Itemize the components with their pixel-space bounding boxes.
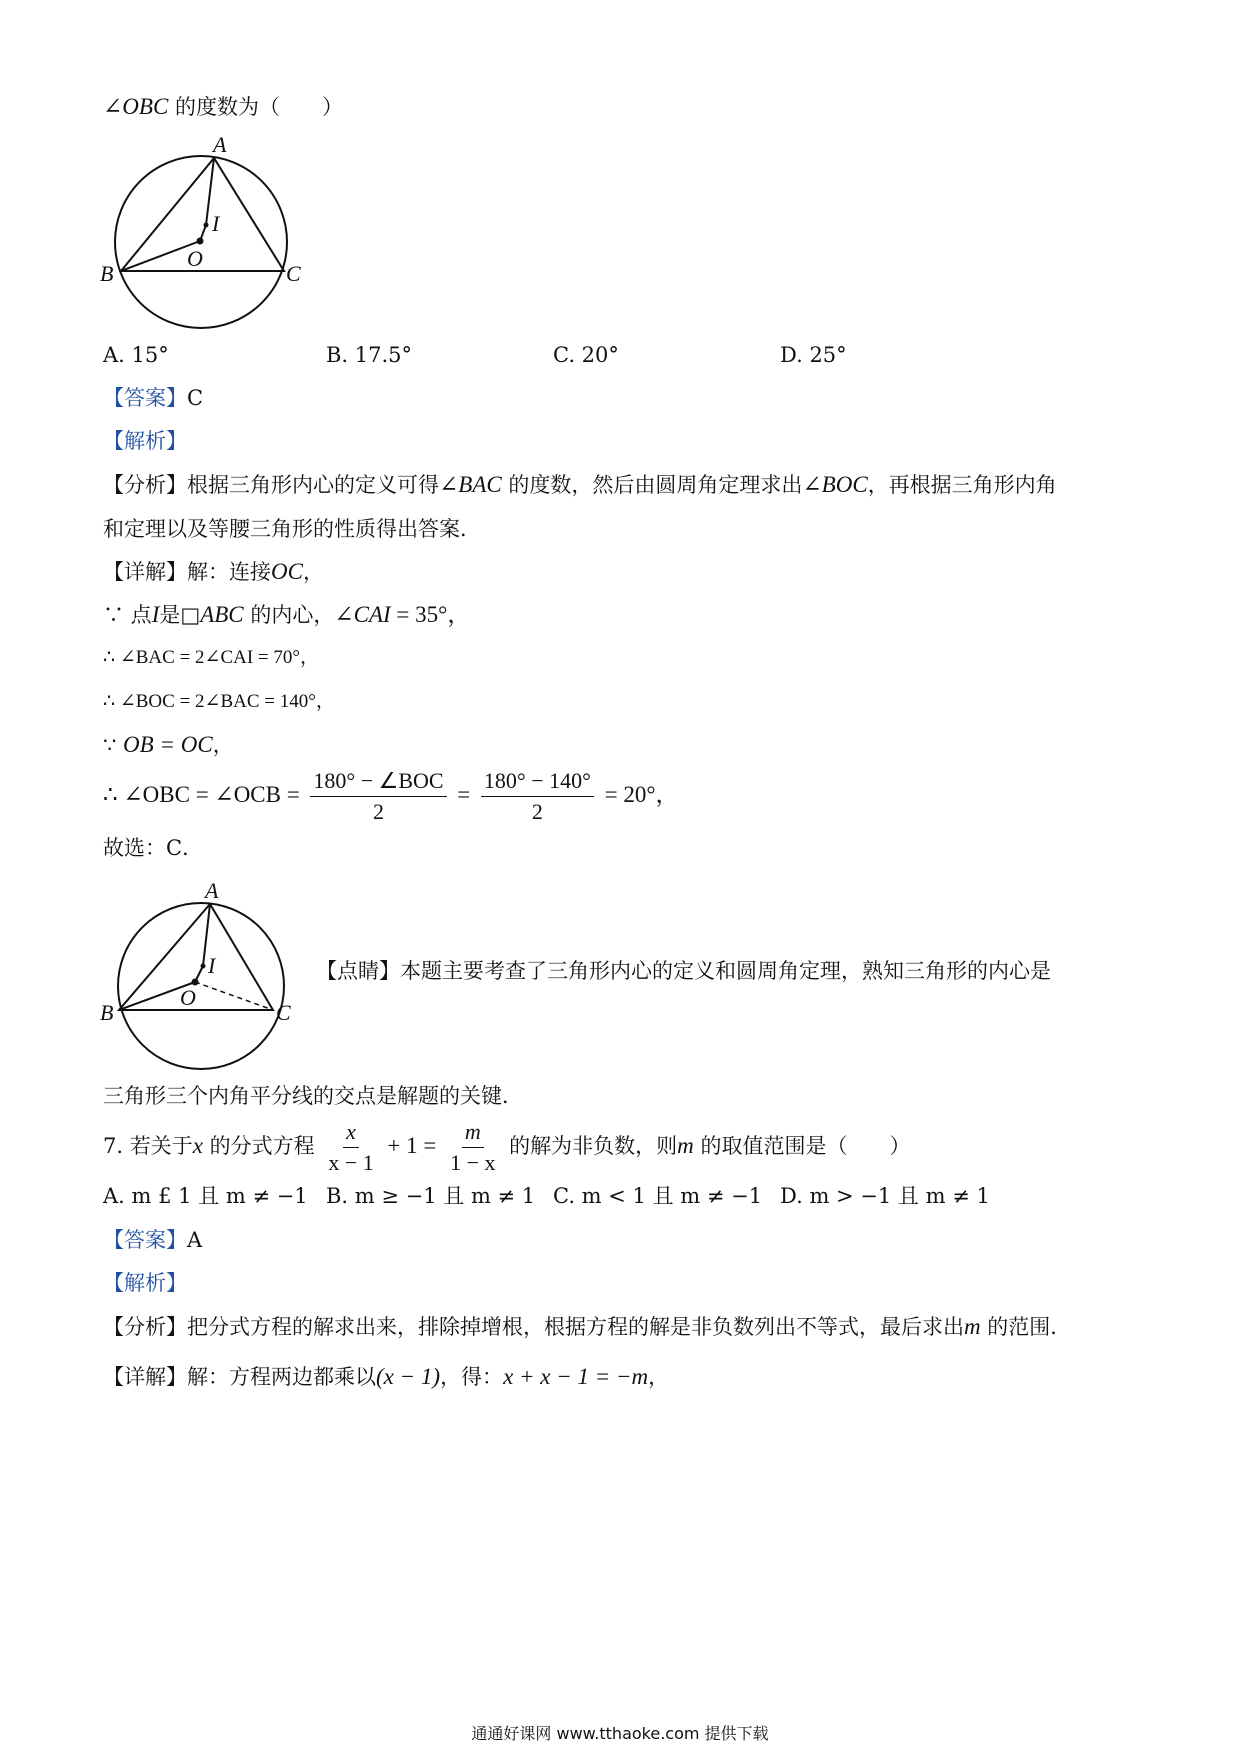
q6-step-6: ∴ ∠OBC = ∠OCB = $\frac{\text{180° − ∠BOC}}{2}$ = $\frac{180^\circ - 140^\circ}{2}$ = 20°， bbox=[103, 768, 679, 824]
figure-circle-triangle-2 bbox=[95, 876, 325, 1071]
q6-option-b: B. 17.5° bbox=[326, 343, 413, 367]
segment-oc-dashed bbox=[195, 982, 273, 1010]
q7-option-d: D. m > −1 且 m ≠ 1 bbox=[780, 1184, 990, 1208]
fraction-1: $\frac{\text{180° − ∠BOC}}{2}$ bbox=[310, 768, 446, 825]
label-o: O bbox=[180, 985, 196, 1010]
label-a: A bbox=[205, 878, 219, 903]
label-i: I bbox=[212, 211, 220, 236]
q7-answer: 【答案】A bbox=[103, 1228, 203, 1252]
q6-step-4: ∴ ∠BOC = 2∠BAC = 140°， bbox=[103, 691, 335, 712]
label-b: B bbox=[100, 1000, 114, 1025]
q6-jiexi: 【解析】 bbox=[103, 429, 187, 453]
q6-choose: 故选：C． bbox=[103, 836, 204, 860]
q7-fenxi: 【分析】把分式方程的解求出来，排除掉增根，根据方程的解是非负数列出不等式，最后求出m 的范围． bbox=[103, 1314, 1072, 1339]
page-footer: 通通好课网 www.tthaoke.com 提供下载 bbox=[471, 1724, 769, 1743]
q6-option-a: A. 15° bbox=[103, 343, 169, 367]
figure-circle-triangle-1 bbox=[95, 130, 325, 335]
q7-option-b: B. m ≥ −1 且 m ≠ 1 bbox=[326, 1184, 536, 1208]
point-o bbox=[197, 238, 204, 245]
label-i: I bbox=[208, 953, 216, 978]
label-o: O bbox=[187, 246, 203, 271]
q6-dianjing-line1: 【点睛】本题主要考查了三角形内心的定义和圆周角定理，熟知三角形的内心是 bbox=[316, 959, 1051, 983]
label-c: C bbox=[276, 1000, 291, 1025]
label-c: C bbox=[286, 261, 301, 286]
point-i bbox=[201, 964, 206, 969]
q6-step-5: ∵ OB = OC， bbox=[103, 732, 234, 757]
q6-step-2: ∵ 点I是□ABC 的内心，∠CAI = 35°， bbox=[103, 602, 471, 627]
q7-xiangjie: 【详解】解：方程两边都乘以(x − 1)，得：x + x − 1 = −m， bbox=[103, 1364, 670, 1389]
q7-fraction-2: $\frac{m}{1 - x}$ bbox=[450, 1119, 496, 1175]
q6-stem: ∠OBC 的度数为（ ） bbox=[103, 94, 343, 119]
q6-option-d: D. 25° bbox=[780, 343, 847, 367]
label-b: B bbox=[100, 261, 114, 286]
q7-fraction-1: $\frac{x}{x - 1}$ bbox=[328, 1119, 374, 1175]
q6-option-c: C. 20° bbox=[553, 343, 619, 367]
q7-option-a: A. m £ 1 且 m ≠ −1 bbox=[103, 1184, 308, 1208]
q7-jiexi: 【解析】 bbox=[103, 1271, 187, 1295]
q6-dianjing-line2: 三角形三个内角平分线的交点是解题的关键． bbox=[103, 1084, 523, 1108]
label-a: A bbox=[213, 132, 227, 157]
q6-xiangjie-line1: 【详解】解：连接OC， bbox=[103, 559, 324, 584]
q6-fenxi-line1: 【分析】根据三角形内心的定义可得∠BAC 的度数，然后由圆周角定理求出∠BOC，再根据三角形内角 bbox=[103, 472, 1057, 497]
q6-step-3: ∴ ∠BAC = 2∠CAI = 70°， bbox=[103, 647, 319, 668]
q6-fenxi-line2: 和定理以及等腰三角形的性质得出答案． bbox=[103, 517, 481, 541]
q7-stem: 7. 若关于x 的分式方程 $\frac{x}{x - 1}$ + 1 = $\frac{m}{1 - x}$ 的解为非负数，则m 的取值范围是（ ） bbox=[103, 1119, 911, 1175]
fraction-2: $\frac{180^\circ - 140^\circ}{2}$ bbox=[481, 768, 594, 825]
q6-answer: 【答案】C bbox=[103, 386, 204, 410]
point-i bbox=[204, 223, 209, 228]
q7-option-c: C. m < 1 且 m ≠ −1 bbox=[553, 1184, 763, 1208]
